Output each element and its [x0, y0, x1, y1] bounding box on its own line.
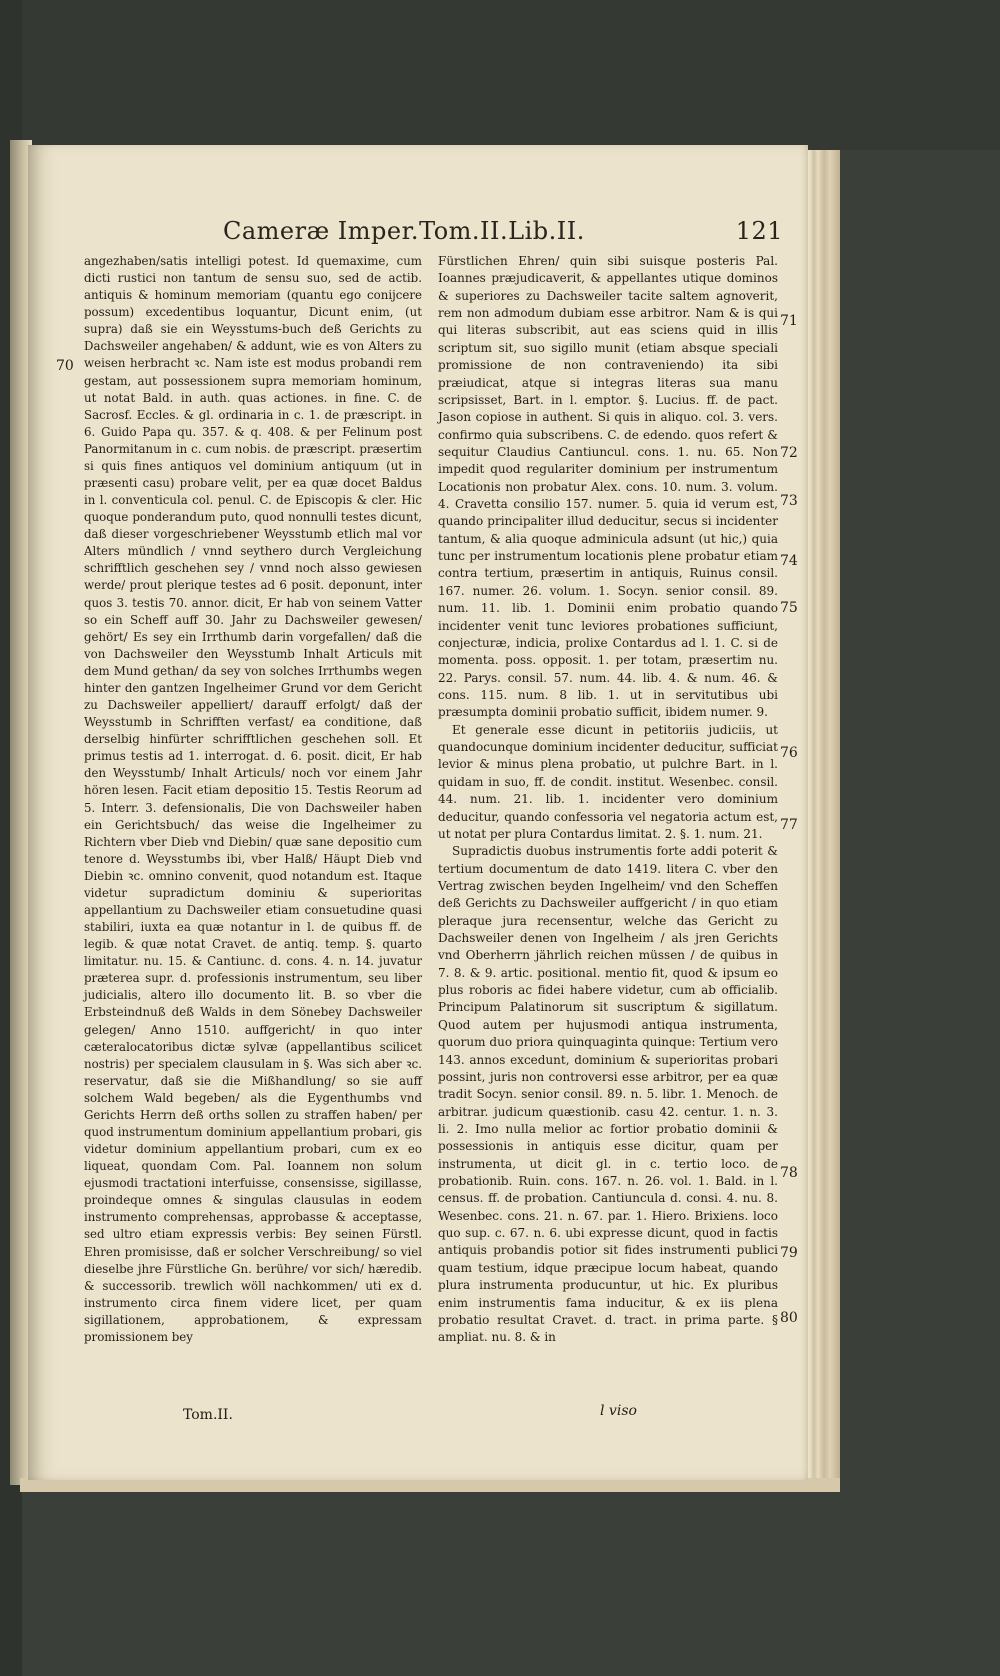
margin-number: 78 [780, 1165, 798, 1181]
right-column [438, 253, 778, 1347]
margin-number: 76 [780, 745, 798, 761]
margin-number: 70 [56, 358, 74, 374]
margin-number: 71 [780, 313, 798, 329]
running-head-title: Cameræ Imper.Tom.II.Lib.II. [223, 217, 585, 245]
signature-mark: Tom.II. [183, 1407, 233, 1423]
margin-number: 72 [780, 445, 798, 461]
page-bottom-edge [20, 1478, 840, 1492]
catchword: l viso [600, 1403, 637, 1419]
dark-background [0, 0, 1000, 150]
page-number: 121 [735, 217, 783, 245]
margin-number: 79 [780, 1245, 798, 1261]
left-column [84, 253, 422, 1346]
right-paragraph: Fürstlichen Ehren/ quin sibi suisque posteris Pal. Ioannes præjudicaverit, & appellantes utique dominos & superiores zu Dachsweiler tacite saltem agnoverit, rem non admodum dubiam esse arbitror. Nam & is qui qui literas subscribit, aut eas sciens quid in illis scriptum sit, suo sigillo munit (etiam absque speciali promissione de non contraveniendo) ita sibi præiudicat, atque si integras literas sua manu scripsisset, Bart. in l. emptor. §. Lucius. ff. de pact. Jason copiose in authent. Si quis in aliquo. col. 3. vers. confirmo quia subscribens. C. de edendo. quos refert & sequitur Claudius Cantiuncul. cons. 1. nu. 65. Non impedit quod regulariter dominium per instrumentum Locationis non probatur Alex. cons. 10. num. 3. volum. 4. Cravetta consilio 157. numer. 5. quia id verum est, quando principaliter illud deducitur, secus si incidenter tantum, & alia quoque adminicula adsunt (ut hic,) quia tunc per instrumentum locationis plene probatur etiam contra tertium, præsertim in antiquis, Ruinus consil. 167. numer. 26. volum. 1. Socyn. senior consil. 89. num. 11. lib. 1. Dominii enim probatio quando incidenter venit tunc leviores probationes sufficiunt, conjecturæ, indicia, prolixe Contardus ad l. 1. C. si de momenta. poss. opposit. 1. per totam, præsertim nu. 22. Parys. consil. 57. num. 44. lib. 4. & num. 46. & cons. 115. num. 8 lib. 1. ut in servitutibus ubi præsumpta dominii probatio sufficit, ibidem numer. 9. [438, 254, 778, 720]
margin-number: 74 [780, 553, 798, 569]
right-paragraph: Supradictis duobus instrumentis forte addi poterit & tertium documentum de dato 1419. litera C. vber den Vertrag zwischen beyden Ingelheim/ vnd den Scheffen deß Gerichts zu Dachsweiler auffgericht / in quo etiam pleraque jura recensentur, welche das Gericht zu Dachsweiler denen von Ingelheim / als jren Gerichts vnd Oberherrn jährlich reichen müssen / de quibus in 7. 8. & 9. artic. positional. mentio fit, quod & ipsum eo plus roboris ac fidei habere videtur, cum ab officialib. Principum Palatinorum sit suscriptum & sigillatum. Quod autem per hujusmodi antiqua instrumenta, quorum duo priora quinquaginta quinque: Tertium vero 143. annos excedunt, dominium & superioritas probari possint, juris non controversi esse arbitror, per ea quæ tradit Socyn. senior consil. 89. n. 5. libr. 1. Menoch. de arbitrar. judicum quæstionib. casu 42. centur. 1. n. 3. li. 2. Imo nulla melior ac fortior probatio dominii & possessionis in antiquis esse dicitur, quam per instrumenta, ut dicit gl. in c. tertio loco. de probationib. Ruin. cons. 167. n. 26. vol. 1. Bald. in l. census. ff. de probation. Cantiuncula d. consi. 4. nu. 8. Wesenbec. cons. 21. n. 67. par. 1. Hiero. Brixiens. loco quo sup. c. 67. n. 6. ubi expresse dicunt, quod in factis antiquis probandis potior sit fides instrumenti publici quam testium, idque præcipue locum habeat, quando plura instrumenta producuntur, ut hic. Ex pluribus enim instrumentis fama inducitur, & ex iis plena probatio resultat Cravet. d. tract. in prima parte. § ampliat. nu. 8. & in [438, 844, 778, 1345]
margin-number: 77 [780, 817, 798, 833]
margin-number: 80 [780, 1310, 798, 1326]
book-page [28, 145, 808, 1480]
right-paragraph: Et generale esse dicunt in petitoriis judiciis, ut quandocunque dominium incidenter deducitur, sufficiat levior & minus plena probatio, ut pulchre Bart. in l. quidam in suo, ff. de condit. institut. Wesenbec. consil. 44. num. 21. lib. 1. incidenter vero dominium deducitur, quando confessoria vel negatoria actum est, ut notat per plura Contardus limitat. 2. §. 1. num. 21. [438, 722, 778, 841]
left-paragraph: angezhaben/satis intelligi potest. Id quemaxime, cum dicti rustici non tantum de sensu suo, sed de actib. antiquis & hominum memoriam (quantu ego conijcere possum) excedentibus loquantur, Dicunt enim, (ut supra) daß sie ein Weysstums-buch deß Gerichts zu Dachsweiler angehaben/ & addunt, wie es von Alters zu weisen herbracht ꝛc. Nam iste est modus probandi rem gestam, aut possessionem supra memoriam hominum, ut notat Bald. in auth. quas actiones. in fine. C. de Sacrosf. Eccles. & gl. ordinaria in c. 1. de præscript. in 6. Guido Papa qu. 357. & q. 408. & per Felinum post Panormitanum in c. cum nobis. de præscript. præsertim si quis fines antiquos vel dominium antiquum (ut in præsenti casu) probare velit, per ea quæ docet Baldus in l. conventicula col. penul. C. de Episcopis & cler. Hic quoque ponderandum puto, quod nonnulli testes dicunt, daß dieser vorgeschriebener Weysstumb etlich mal vor Alters mündlich / vnnd seythero durch Vergleichung schrifftlich geschehen sey / vnnd noch alsso gewiesen werde/ prout plerique testes ad 6 posit. deponunt, inter quos 3. testis 70. annor. dicit, Er hab von seinem Vatter so ein Scheff auff 30. Jahr zu Dachsweiler gewesen/ gehört/ Es sey ein Irrthumb darin vorgefallen/ daß die von Dachsweiler den Weysstumb Inhalt Articuls mit dem Mund gethan/ da sey von solches Irrthumbs wegen hinter den gantzen Ingelheimer Grund vor dem Gericht zu Dachsweiler appelliert/ darauff erfolgt/ daß der Weysstumb in Schrifften verfast/ ea conditione, daß derselbig hinfürter schrifftlichen geschehen soll. Et primus testis ad 1. interrogat. d. 6. posit. dicit, Er hab den Weysstumb/ Inhalt Articuls/ noch vor einem Jahr hören lesen. Facit etiam depositio 15. Testis Reorum ad 5. Interr. 3. defensionalis, Die von Dachsweiler haben ein Gerichtsbuch/ das weise die Ingelheimer zu Richtern vber Dieb vnd Diebin/ quæ sane depositio cum tenore d. Weysstumbs ibi, vber Halß/ Häupt Dieb vnd Diebin ꝛc. omnino convenit, quod notandum est. Itaque videtur supradictum dominiu & superioritas appellantium zu Dachsweiler etiam consuetudine quasi stabiliri, iuxta ea quæ notantur in l. de quibus ff. de legib. & quæ notat Cravet. de antiq. temp. §. quarto limitatur. nu. 15. & Cantiunc. d. cons. 4. n. 14. juvatur præterea supr. d. professionis instrumentum, seu liber judicialis, altero illo documento lit. B. so vber die Erbsteindnuß deß Walds in dem Sönebey Dachsweiler gelegen/ Anno 1510. auffgericht/ in quo inter cæteralocatoribus dictæ sylvæ (appellantibus scilicet nostris) per specialem clausulam in §. Was sich aber ꝛc. reservatur, daß sie die Mißhandlung/ so sie auff solchem Wald begeben/ als die Eygenthumbs vnd Gerichts Herrn deß orths sollen zu straffen haben/ per quod instrumentum dominium appellantium probari, gis videtur dominium appellantium probari, cum ex eo liqueat, quondam Com. Pal. Ioannem non solum ejusmodi tractationi interfuisse, consensisse, sigillasse, proindeque omnes & singulas clausulas in eodem instrumento comprehensas, approbasse & acceptasse, sed ultro etiam expressis verbis: Bey seinen Fürstl. Ehren promisisse, daß er solcher Verschreibung/ so viel dieselbe jhre Fürstliche Gn. berühre/ vor sich/ hæredib. & successorib. trewlich wöll nachkommen/ uti ex d. instrumento circa finem videre licet, per quam sigillationem, approbationem, & expressam promissionem bey [84, 254, 422, 1344]
running-head [223, 217, 783, 247]
margin-number: 75 [780, 600, 798, 616]
margin-number: 73 [780, 493, 798, 509]
